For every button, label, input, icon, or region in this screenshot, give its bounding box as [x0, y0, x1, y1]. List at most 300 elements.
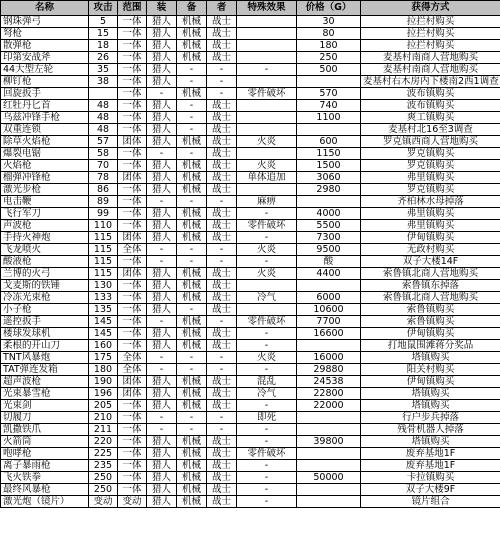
table-row	[1, 16, 500, 28]
cell-soldier: 战士	[207, 280, 237, 292]
table-row	[1, 256, 500, 268]
cell-mechanic: -	[177, 352, 207, 364]
cell-soldier: -	[207, 352, 237, 364]
cell-soldier: -	[207, 88, 237, 100]
cell-name: 切履刀	[1, 412, 89, 424]
cell-special: -	[237, 472, 297, 484]
cell-mechanic: 机械	[177, 232, 207, 244]
cell-special: 火炎	[237, 160, 297, 172]
cell-attack: 250	[89, 472, 118, 484]
cell-obtain: 无政村购买	[361, 244, 500, 256]
cell-name: TNT风暴炮	[1, 352, 89, 364]
cell-range: 全体	[118, 352, 147, 364]
table-row	[1, 388, 500, 400]
cell-name: 咆哮枪	[1, 448, 89, 460]
cell-attack: 15	[89, 28, 118, 40]
cell-obtain: 塔镇购买	[361, 388, 500, 400]
cell-mechanic: 机械	[177, 280, 207, 292]
cell-special: -	[237, 256, 297, 268]
cell-special: -	[237, 400, 297, 412]
cell-special: 混乱	[237, 376, 297, 388]
cell-special: 火炎	[237, 136, 297, 148]
table-row	[1, 88, 500, 100]
cell-hunter: -	[147, 364, 177, 376]
cell-name: 冷冻光束枪	[1, 292, 89, 304]
cell-obtain: 索鲁镇北商人营地购买	[361, 292, 500, 304]
cell-soldier: 战士	[207, 40, 237, 52]
cell-range: 一体	[118, 28, 147, 40]
cell-special: -	[237, 460, 297, 472]
cell-attack: 48	[89, 124, 118, 136]
cell-range: 团体	[118, 232, 147, 244]
cell-attack: 26	[89, 52, 118, 64]
table-row	[1, 40, 500, 52]
cell-special	[237, 280, 297, 292]
cell-name: TAT弹连发箱	[1, 364, 89, 376]
cell-range: 一体	[118, 160, 147, 172]
cell-price: 80	[297, 28, 361, 40]
cell-soldier: 战士	[207, 448, 237, 460]
cell-mechanic: 机械	[177, 40, 207, 52]
cell-attack: 18	[89, 40, 118, 52]
cell-name: 柔根的开山刀	[1, 340, 89, 352]
cell-obtain: 伊甸镇购买	[361, 328, 500, 340]
cell-mechanic: -	[177, 256, 207, 268]
cell-name: 印第安战斧	[1, 52, 89, 64]
table-row	[1, 460, 500, 472]
cell-special: 冷气	[237, 388, 297, 400]
cell-soldier: 战士	[207, 268, 237, 280]
cell-mechanic: 机械	[177, 484, 207, 496]
cell-name: 弩枪	[1, 28, 89, 40]
table-row	[1, 304, 500, 316]
cell-mechanic: 机械	[177, 340, 207, 352]
cell-range: 一体	[118, 400, 147, 412]
cell-name: 柳钉枪	[1, 76, 89, 88]
cell-mechanic: -	[177, 76, 207, 88]
cell-name: 火箭筒	[1, 436, 89, 448]
table-row	[1, 280, 500, 292]
cell-soldier: 战士	[207, 340, 237, 352]
cell-mechanic: -	[177, 112, 207, 124]
cell-name: 电击鞭	[1, 196, 89, 208]
cell-special: 冷气	[237, 292, 297, 304]
cell-attack: 210	[89, 412, 118, 424]
cell-price: 740	[297, 100, 361, 112]
cell-price: 24538	[297, 376, 361, 388]
cell-mechanic: -	[177, 64, 207, 76]
cell-name: 双重连锁	[1, 124, 89, 136]
cell-obtain: 拉拦村购买	[361, 40, 500, 52]
cell-attack: 175	[89, 352, 118, 364]
cell-soldier: -	[207, 316, 237, 328]
cell-attack: 196	[89, 388, 118, 400]
cell-special: 零件破坏	[237, 220, 297, 232]
table-row	[1, 412, 500, 424]
cell-name: 酸液枪	[1, 256, 89, 268]
cell-hunter: -	[147, 88, 177, 100]
table-row	[1, 148, 500, 160]
cell-attack: 86	[89, 184, 118, 196]
table-row	[1, 424, 500, 436]
cell-price	[297, 280, 361, 292]
table-row	[1, 196, 500, 208]
cell-range: 一体	[118, 124, 147, 136]
cell-hunter: 猎人	[147, 376, 177, 388]
cell-attack: 180	[89, 364, 118, 376]
cell-name: 光束暴雪枪	[1, 388, 89, 400]
cell-hunter: 猎人	[147, 304, 177, 316]
cell-mechanic: 机械	[177, 220, 207, 232]
cell-range: 一体	[118, 460, 147, 472]
cell-name: 小子枪	[1, 304, 89, 316]
cell-special: -	[237, 496, 297, 508]
cell-obtain: 塔镇购买	[361, 436, 500, 448]
cell-range: 一体	[118, 436, 147, 448]
cell-attack: 145	[89, 328, 118, 340]
cell-soldier: 战士	[207, 112, 237, 124]
table-row	[1, 28, 500, 40]
cell-name: 红牡丹匕首	[1, 100, 89, 112]
cell-name: 回旋扳手	[1, 88, 89, 100]
cell-name: 遥控扳手	[1, 316, 89, 328]
cell-mechanic: -	[177, 196, 207, 208]
cell-attack: 220	[89, 436, 118, 448]
header-equip-3: 者	[207, 1, 237, 16]
cell-hunter: -	[147, 244, 177, 256]
cell-obtain: 爽工镇购买	[361, 112, 500, 124]
cell-mechanic: 机械	[177, 136, 207, 148]
cell-attack: 160	[89, 340, 118, 352]
cell-name: 光束剑	[1, 400, 89, 412]
cell-range: 一体	[118, 184, 147, 196]
cell-range: 团体	[118, 136, 147, 148]
cell-price	[297, 484, 361, 496]
cell-attack: 78	[89, 172, 118, 184]
cell-special: 零件破坏	[237, 448, 297, 460]
cell-soldier: 战士	[207, 292, 237, 304]
cell-range: 一体	[118, 472, 147, 484]
cell-soldier: 战士	[207, 160, 237, 172]
cell-special: -	[237, 208, 297, 220]
cell-soldier: -	[207, 412, 237, 424]
header-obtain: 获得方式	[361, 1, 500, 16]
cell-mechanic: 机械	[177, 316, 207, 328]
cell-hunter: 猎人	[147, 184, 177, 196]
cell-price	[297, 496, 361, 508]
cell-attack: 110	[89, 220, 118, 232]
cell-range: 一体	[118, 40, 147, 52]
cell-soldier: 战士	[207, 496, 237, 508]
cell-mechanic: -	[177, 364, 207, 376]
cell-hunter: 猎人	[147, 340, 177, 352]
cell-obtain: 麦基村南商人营地购买	[361, 64, 500, 76]
cell-attack: 48	[89, 112, 118, 124]
cell-obtain: 残骨机器人掉落	[361, 424, 500, 436]
cell-mechanic: 机械	[177, 208, 207, 220]
table-row	[1, 76, 500, 88]
cell-hunter: 猎人	[147, 64, 177, 76]
cell-special	[237, 148, 297, 160]
cell-mechanic: 机械	[177, 388, 207, 400]
cell-price: 6000	[297, 292, 361, 304]
cell-soldier: 战士	[207, 28, 237, 40]
cell-obtain: 镜片组合	[361, 496, 500, 508]
cell-name: 声波枪	[1, 220, 89, 232]
cell-obtain: 塔镇购买	[361, 352, 500, 364]
cell-name: 飞行军刀	[1, 208, 89, 220]
table-row	[1, 52, 500, 64]
cell-attack: 135	[89, 304, 118, 316]
cell-mechanic: -	[177, 148, 207, 160]
cell-mechanic: 机械	[177, 184, 207, 196]
cell-obtain: 弗里镇购买	[361, 208, 500, 220]
cell-mechanic: 机械	[177, 16, 207, 28]
cell-name: 爆裂电锯	[1, 148, 89, 160]
cell-price: 1500	[297, 160, 361, 172]
cell-mechanic: 机械	[177, 328, 207, 340]
cell-hunter: -	[147, 256, 177, 268]
cell-range: 一体	[118, 220, 147, 232]
cell-range: 一体	[118, 52, 147, 64]
cell-hunter: 猎人	[147, 268, 177, 280]
cell-price: 39800	[297, 436, 361, 448]
cell-hunter: 猎人	[147, 52, 177, 64]
cell-mechanic: 机械	[177, 52, 207, 64]
cell-price: 5500	[297, 220, 361, 232]
table-row	[1, 208, 500, 220]
cell-range: 一体	[118, 304, 147, 316]
cell-price: 10600	[297, 304, 361, 316]
cell-range: 一体	[118, 76, 147, 88]
cell-hunter: 猎人	[147, 172, 177, 184]
table-row	[1, 172, 500, 184]
cell-special	[237, 100, 297, 112]
cell-hunter: 猎人	[147, 280, 177, 292]
cell-obtain: 弗里镇购买	[361, 220, 500, 232]
cell-soldier: 战士	[207, 328, 237, 340]
cell-hunter: 猎人	[147, 292, 177, 304]
cell-range: 一体	[118, 88, 147, 100]
cell-name: 凯撒铁爪	[1, 424, 89, 436]
cell-price	[297, 124, 361, 136]
cell-mechanic: -	[177, 244, 207, 256]
cell-special	[237, 52, 297, 64]
cell-attack: 5	[89, 16, 118, 28]
table-row	[1, 364, 500, 376]
cell-soldier: 战士	[207, 304, 237, 316]
table-row	[1, 124, 500, 136]
cell-soldier: 战士	[207, 52, 237, 64]
cell-soldier: 战士	[207, 208, 237, 220]
cell-soldier: 战士	[207, 400, 237, 412]
cell-price	[297, 76, 361, 88]
table-row	[1, 436, 500, 448]
cell-price: 4000	[297, 208, 361, 220]
cell-obtain: 齐柏林水母掉落	[361, 196, 500, 208]
cell-price: 570	[297, 88, 361, 100]
cell-obtain: 伊甸镇购买	[361, 376, 500, 388]
cell-mechanic: 机械	[177, 496, 207, 508]
cell-obtain: 双子大楼9F	[361, 484, 500, 496]
cell-special: -	[237, 424, 297, 436]
cell-hunter: 猎人	[147, 472, 177, 484]
cell-obtain: 麦基村北16至3调查	[361, 124, 500, 136]
cell-range: 一体	[118, 196, 147, 208]
cell-attack: 250	[89, 484, 118, 496]
cell-obtain: 索鲁镇购买	[361, 316, 500, 328]
cell-hunter: 猎人	[147, 136, 177, 148]
cell-price: 2980	[297, 184, 361, 196]
cell-attack: 190	[89, 376, 118, 388]
cell-price: 29880	[297, 364, 361, 376]
cell-name: 榴弹冲锋枪	[1, 172, 89, 184]
cell-range: 一体	[118, 340, 147, 352]
cell-obtain: 拉拦村购买	[361, 28, 500, 40]
cell-name: 乌兹冲锋手枪	[1, 112, 89, 124]
cell-soldier: 战士	[207, 484, 237, 496]
cell-soldier: -	[207, 64, 237, 76]
cell-attack: 35	[89, 64, 118, 76]
header-attack: 攻击	[89, 1, 118, 16]
table-row	[1, 340, 500, 352]
cell-price: 7300	[297, 232, 361, 244]
cell-price: 22800	[297, 388, 361, 400]
cell-range: 全体	[118, 364, 147, 376]
cell-price: 600	[297, 136, 361, 148]
table-row	[1, 112, 500, 124]
cell-soldier: -	[207, 256, 237, 268]
cell-attack: 48	[89, 100, 118, 112]
cell-hunter: 猎人	[147, 124, 177, 136]
cell-special: -	[237, 232, 297, 244]
table-row	[1, 472, 500, 484]
cell-special	[237, 124, 297, 136]
cell-mechanic: -	[177, 304, 207, 316]
cell-price: 酸	[297, 256, 361, 268]
cell-soldier: -	[207, 424, 237, 436]
cell-hunter: 猎人	[147, 496, 177, 508]
cell-range: 一体	[118, 16, 147, 28]
cell-price	[297, 412, 361, 424]
cell-name: 手持火神炮	[1, 232, 89, 244]
cell-price: 16600	[297, 328, 361, 340]
header-equip-1: 装	[147, 1, 177, 16]
cell-price: 7700	[297, 316, 361, 328]
cell-price: 30	[297, 16, 361, 28]
cell-hunter: 猎人	[147, 448, 177, 460]
table-row	[1, 100, 500, 112]
header-price: 价格（G）	[297, 1, 361, 16]
cell-obtain: 罗克镇西商人营地购买	[361, 136, 500, 148]
cell-hunter: 猎人	[147, 208, 177, 220]
cell-attack: 205	[89, 400, 118, 412]
cell-hunter: 猎人	[147, 160, 177, 172]
cell-range: 变动	[118, 496, 147, 508]
cell-range: 一体	[118, 280, 147, 292]
cell-mechanic: 机械	[177, 448, 207, 460]
cell-hunter: 猎人	[147, 460, 177, 472]
cell-special	[237, 184, 297, 196]
cell-hunter: 猎人	[147, 328, 177, 340]
cell-soldier: 战士	[207, 472, 237, 484]
table-row	[1, 400, 500, 412]
cell-soldier: 战士	[207, 172, 237, 184]
cell-special: 零件破坏	[237, 316, 297, 328]
cell-name: 最终风暴枪	[1, 484, 89, 496]
table-row	[1, 64, 500, 76]
cell-mechanic: 机械	[177, 268, 207, 280]
cell-name: 钢珠弹弓	[1, 16, 89, 28]
table-row	[1, 184, 500, 196]
cell-attack: 89	[89, 196, 118, 208]
cell-name: 火焰枪	[1, 160, 89, 172]
cell-range: 一体	[118, 448, 147, 460]
cell-hunter: -	[147, 412, 177, 424]
cell-obtain: 行户步兵掉落	[361, 412, 500, 424]
table-row	[1, 496, 500, 508]
cell-price: 3060	[297, 172, 361, 184]
cell-mechanic: 机械	[177, 28, 207, 40]
cell-attack: 235	[89, 460, 118, 472]
cell-soldier: 战士	[207, 436, 237, 448]
table-row	[1, 244, 500, 256]
cell-obtain: 波布镇购买	[361, 88, 500, 100]
cell-special: 火炎	[237, 268, 297, 280]
cell-range: 一体	[118, 64, 147, 76]
cell-special: -	[237, 64, 297, 76]
cell-attack: 99	[89, 208, 118, 220]
cell-hunter: 猎人	[147, 220, 177, 232]
cell-price: 500	[297, 64, 361, 76]
cell-mechanic: 机械	[177, 436, 207, 448]
cell-attack: 58	[89, 148, 118, 160]
cell-hunter: -	[147, 352, 177, 364]
cell-mechanic: 机械	[177, 472, 207, 484]
table-row	[1, 136, 500, 148]
cell-mechanic: -	[177, 100, 207, 112]
cell-special: 火炎	[237, 352, 297, 364]
cell-obtain: 双子大楼14F	[361, 256, 500, 268]
cell-hunter: 猎人	[147, 232, 177, 244]
cell-obtain: 废弃基地1F	[361, 460, 500, 472]
cell-range: 一体	[118, 208, 147, 220]
table-row	[1, 328, 500, 340]
table-row	[1, 160, 500, 172]
cell-name: 激光步枪	[1, 184, 89, 196]
cell-price: 250	[297, 52, 361, 64]
cell-name: 超声波枪	[1, 376, 89, 388]
cell-soldier: 战士	[207, 148, 237, 160]
cell-special: 火炎	[237, 244, 297, 256]
cell-soldier: 战士	[207, 220, 237, 232]
cell-name: 戈麦斯的铁锤	[1, 280, 89, 292]
cell-obtain: 伊甸镇购买	[361, 232, 500, 244]
cell-special: 麻痹	[237, 196, 297, 208]
cell-price: 22000	[297, 400, 361, 412]
cell-hunter: 猎人	[147, 76, 177, 88]
cell-mechanic: -	[177, 412, 207, 424]
cell-soldier: 战士	[207, 388, 237, 400]
cell-special	[237, 76, 297, 88]
cell-attack: 115	[89, 232, 118, 244]
cell-range: 一体	[118, 100, 147, 112]
cell-attack: 211	[89, 424, 118, 436]
cell-obtain: 波布镇购买	[361, 100, 500, 112]
cell-soldier: -	[207, 244, 237, 256]
cell-range: 一体	[118, 112, 147, 124]
cell-hunter: 猎人	[147, 484, 177, 496]
